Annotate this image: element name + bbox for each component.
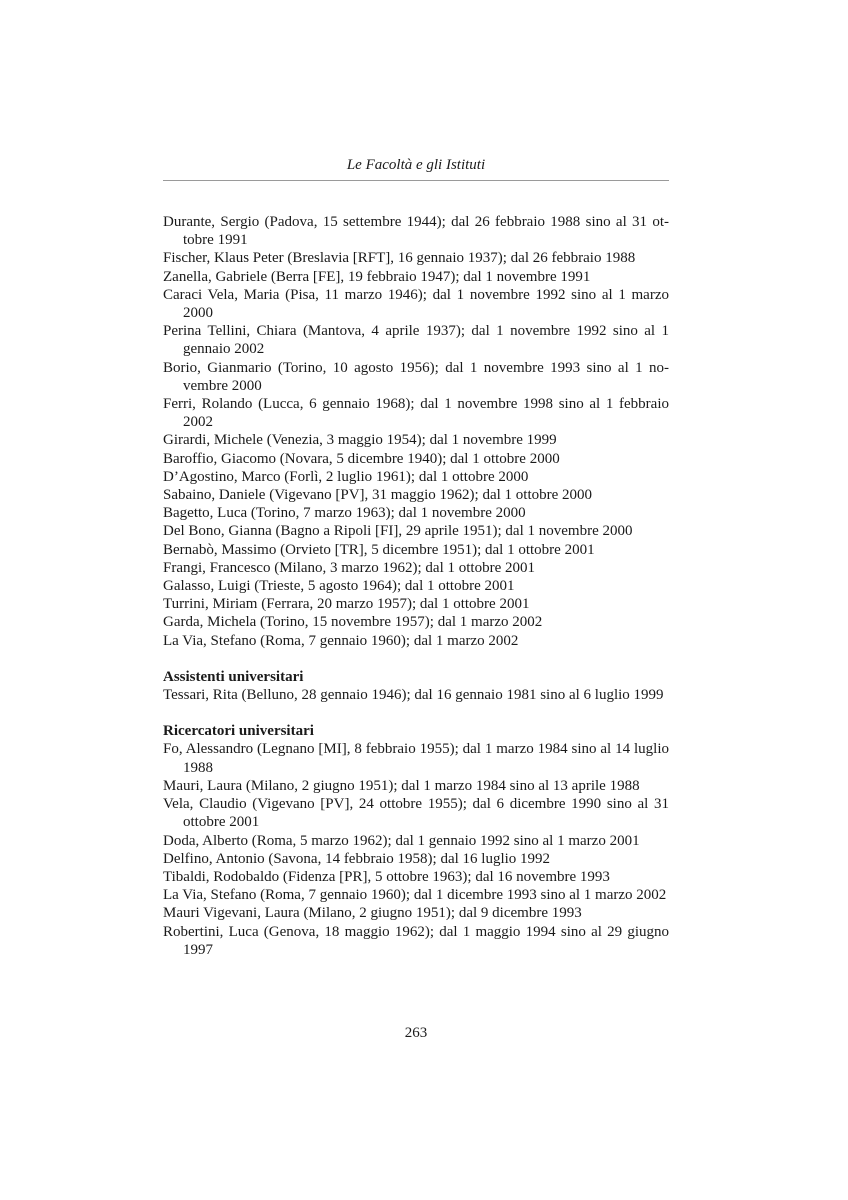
section-spacer: [163, 704, 669, 722]
section-spacer: [163, 650, 669, 668]
list-entry: Perina Tellini, Chiara (Mantova, 4 aprile 1937); dal 1 novembre 1992 sino al 1 gennaio 2002: [163, 323, 669, 358]
list-entry: Fischer, Klaus Peter (Breslavia [RFT], 16 gennaio 1937); dal 26 febbraio 1988: [163, 250, 636, 267]
list-entry: Tibaldi, Rodobaldo (Fidenza [PR], 5 ottobre 1963); dal 16 novembre 1993: [163, 868, 610, 885]
list-entry: Mauri, Laura (Milano, 2 giugno 1951); dal 1 marzo 1984 sino al 13 aprile 1988: [163, 777, 640, 794]
entry-list-top: [163, 213, 669, 650]
list-entry: Borio, Gianmario (Torino, 10 agosto 1956); dal 1 novembre 1993 sino al 1 novembre 2000: [163, 359, 669, 394]
list-entry: Galasso, Luigi (Trieste, 5 agosto 1964); dal 1 ottobre 2001: [163, 578, 515, 595]
list-entry: D’Agostino, Marco (Forlì, 2 luglio 1961); dal 1 ottobre 2000: [163, 468, 529, 485]
list-entry: Sabaino, Daniele (Vigevano [PV], 31 maggio 1962); dal 1 ottobre 2000: [163, 487, 593, 504]
running-head: Le Facoltà e gli Istituti: [346, 157, 486, 173]
list-entry: Del Bono, Gianna (Bagno a Ripoli [FI], 29 aprile 1951); dal 1 novembre 2000: [163, 523, 633, 540]
list-entry: Doda, Alberto (Roma, 5 marzo 1962); dal 1 gennaio 1992 sino al 1 marzo 2001: [163, 832, 640, 849]
header-rule: [163, 180, 669, 181]
list-entry: Caraci Vela, Maria (Pisa, 11 marzo 1946); dal 1 novembre 1992 sino al 1 marzo 2000: [163, 286, 669, 322]
list-entry: Bernabò, Massimo (Orvieto [TR], 5 dicembre 1951); dal 1 ottobre 2001: [163, 541, 595, 558]
list-entry: Fo, Alessandro (Legnano [MI], 8 febbraio 1955); dal 1 marzo 1984 sino al 14 luglio 1988: [163, 741, 669, 776]
list-entry: Girardi, Michele (Venezia, 3 maggio 1954); dal 1 novembre 1999: [163, 432, 557, 449]
section-heading: Assistenti universitari: [163, 668, 304, 685]
list-entry: Zanella, Gabriele (Berra [FE], 19 febbraio 1947); dal 1 novembre 1991: [163, 268, 591, 285]
section-heading: Ricercatori universitari: [163, 723, 314, 740]
list-entry: Durante, Sergio (Padova, 15 settembre 1944); dal 26 febbraio 1988 sino al 31 ottobre 1991: [163, 214, 669, 249]
list-entry: Robertini, Luca (Genova, 18 maggio 1962); dal 1 maggio 1994 sino al 29 giugno 1997: [163, 923, 669, 958]
list-entry: Mauri Vigevani, Laura (Milano, 2 giugno 1951); dal 9 dicembre 1993: [163, 905, 582, 922]
section-ricercatori: [163, 722, 669, 959]
list-entry: Delfino, Antonio (Savona, 14 febbraio 1958); dal 16 luglio 1992: [163, 850, 551, 867]
list-entry: La Via, Stefano (Roma, 7 gennaio 1960); dal 1 dicembre 1993 sino al 1 marzo 2002: [163, 887, 667, 904]
page-number: 263: [404, 1025, 428, 1041]
list-entry: Garda, Michela (Torino, 15 novembre 1957); dal 1 marzo 2002: [163, 614, 543, 631]
page-content: [163, 213, 669, 959]
list-entry: Bagetto, Luca (Torino, 7 marzo 1963); dal 1 novembre 2000: [163, 505, 526, 522]
list-entry: Turrini, Miriam (Ferrara, 20 marzo 1957); dal 1 ottobre 2001: [163, 596, 530, 613]
list-entry: Ferri, Rolando (Lucca, 6 gennaio 1968); dal 1 novembre 1998 sino al 1 febbraio 2002: [163, 396, 669, 431]
list-entry: Tessari, Rita (Belluno, 28 gennaio 1946); dal 16 gennaio 1981 sino al 6 luglio 1999: [163, 687, 664, 704]
list-entry: Baroffio, Giacomo (Novara, 5 dicembre 1940); dal 1 ottobre 2000: [163, 450, 560, 467]
section-assistenti: [163, 668, 669, 704]
list-entry: Vela, Claudio (Vigevano [PV], 24 ottobre 1955); dal 6 dicembre 1990 sino al 31 ottobre 2001: [163, 796, 669, 831]
list-entry: Frangi, Francesco (Milano, 3 marzo 1962); dal 1 ottobre 2001: [163, 559, 535, 576]
list-entry: La Via, Stefano (Roma, 7 gennaio 1960); dal 1 marzo 2002: [163, 632, 519, 649]
